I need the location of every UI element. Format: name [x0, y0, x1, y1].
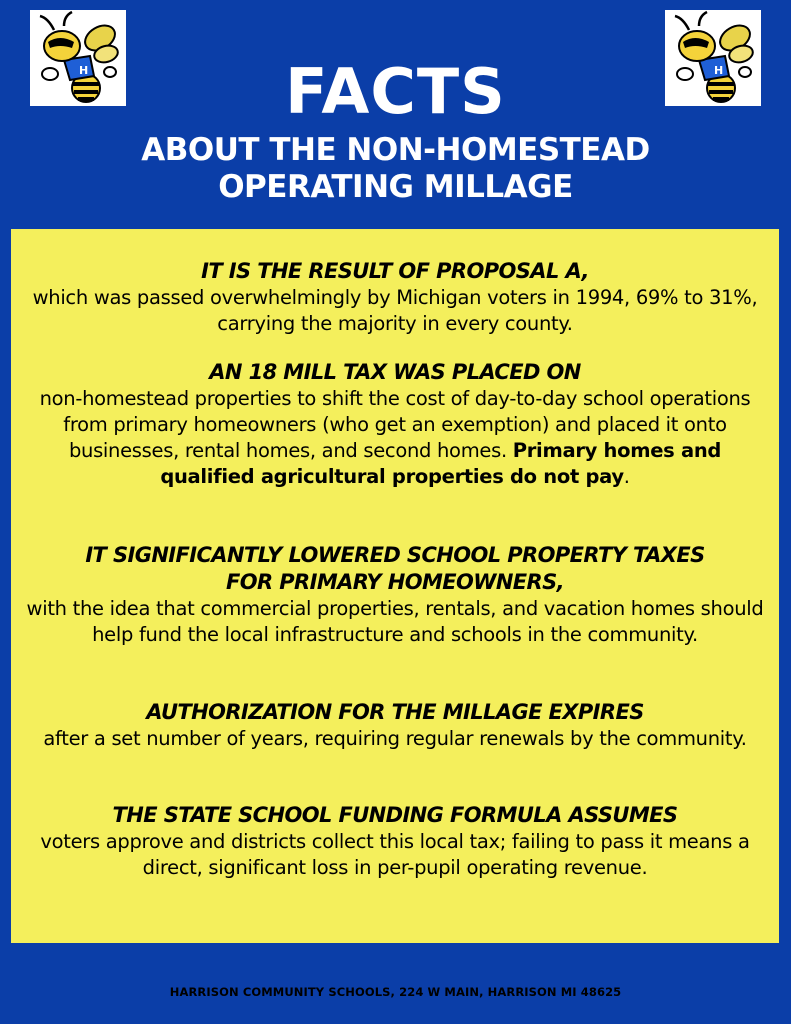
- fact-body-text: non-homestead properties to shift the cost of day-to-day school operations from primary homeowners (who get an exemption) and placed it onto businesses, rental homes, and second homes.: [39, 387, 751, 462]
- fact-heading-line-1: IT SIGNIFICANTLY LOWERED SCHOOL PROPERTY TAXES: [85, 543, 705, 567]
- page-title: FACTS: [285, 55, 506, 128]
- fact-body: after a set number of years, requiring regular renewals by the community.: [43, 727, 747, 750]
- fact-heading: IT IS THE RESULT OF PROPOSAL A,: [201, 259, 589, 283]
- fact-heading-line-2: FOR PRIMARY HOMEOWNERS,: [225, 570, 565, 594]
- fact-body: voters approve and districts collect this local tax; failing to pass it means a direct, significant loss in per-pupil operating revenue.: [40, 830, 750, 879]
- subtitle-line-2: OPERATING MILLAGE: [218, 169, 573, 205]
- subtitle-line-1: ABOUT THE NON-HOMESTEAD: [141, 132, 650, 168]
- page-subtitle: [0, 132, 791, 206]
- fact-heading: AUTHORIZATION FOR THE MILLAGE EXPIRES: [146, 700, 644, 724]
- fact-body-emphasis: Primary homes and qualified agricultural properties do not pay: [160, 439, 722, 488]
- fact-1: [21, 258, 769, 337]
- fact-body: with the idea that commercial properties, rentals, and vacation homes should help fund the local infrastructure and schools in the community.: [26, 597, 764, 646]
- svg-text:H: H: [79, 64, 89, 77]
- fact-heading: AN 18 MILL TAX WAS PLACED ON: [209, 360, 581, 384]
- svg-text:H: H: [714, 64, 724, 77]
- footer-address: HARRISON COMMUNITY SCHOOLS, 224 W MAIN, HARRISON MI 48625: [169, 985, 622, 999]
- fact-body: [21, 386, 769, 490]
- fact-3: [21, 542, 769, 648]
- fact-heading: THE STATE SCHOOL FUNDING FORMULA ASSUMES: [112, 803, 678, 827]
- fact-5: [21, 802, 769, 881]
- fact-heading: [21, 542, 769, 596]
- facts-panel: [11, 229, 779, 943]
- fact-body-end: .: [623, 465, 630, 488]
- fact-4: [21, 699, 769, 752]
- fact-2: [21, 359, 769, 490]
- fact-body: which was passed overwhelmingly by Michigan voters in 1994, 69% to 31%, carrying the majority in every county.: [32, 286, 758, 335]
